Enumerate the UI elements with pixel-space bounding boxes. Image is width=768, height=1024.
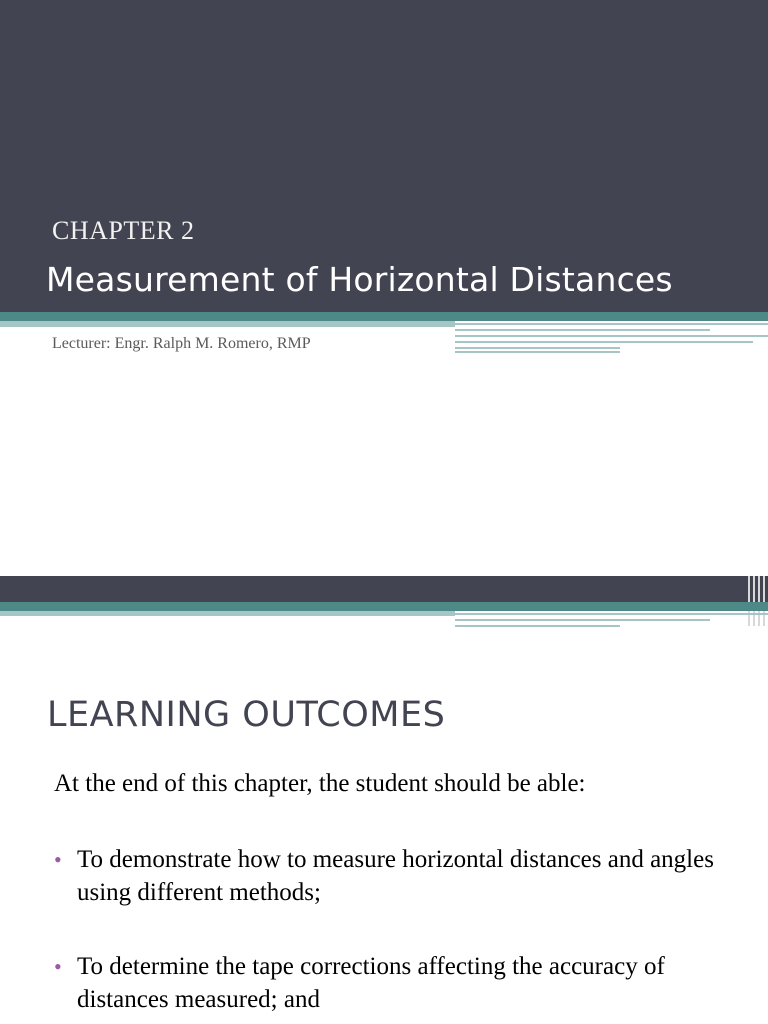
list-item [54,950,734,1016]
teal-divider-strip [0,602,768,611]
bullet-dot-icon: • [54,954,62,979]
slide-title: Measurement of Horizontal Distances [46,260,673,299]
list-item [54,843,734,909]
list-item-text: To demonstrate how to measure horizontal distances and angles using different methods; [77,846,714,906]
pale-divider-strip [0,611,455,616]
divider-accent-lines [455,321,768,355]
pale-divider-strip [0,321,455,327]
intro-text: At the end of this chapter, the student should be able: [54,770,586,797]
lecturer-credit: Lecturer: Engr. Ralph M. Romero, RMP [52,335,311,352]
bullet-dot-icon: • [54,847,62,872]
section-heading: LEARNING OUTCOMES [47,695,446,735]
chapter-label: CHAPTER 2 [52,216,195,245]
teal-divider-strip [0,312,768,321]
outcomes-header-band [0,576,768,602]
divider-accent-lines [455,611,768,631]
list-item-text: To determine the tape corrections affecting the accuracy of distances measured; and [77,953,665,1013]
